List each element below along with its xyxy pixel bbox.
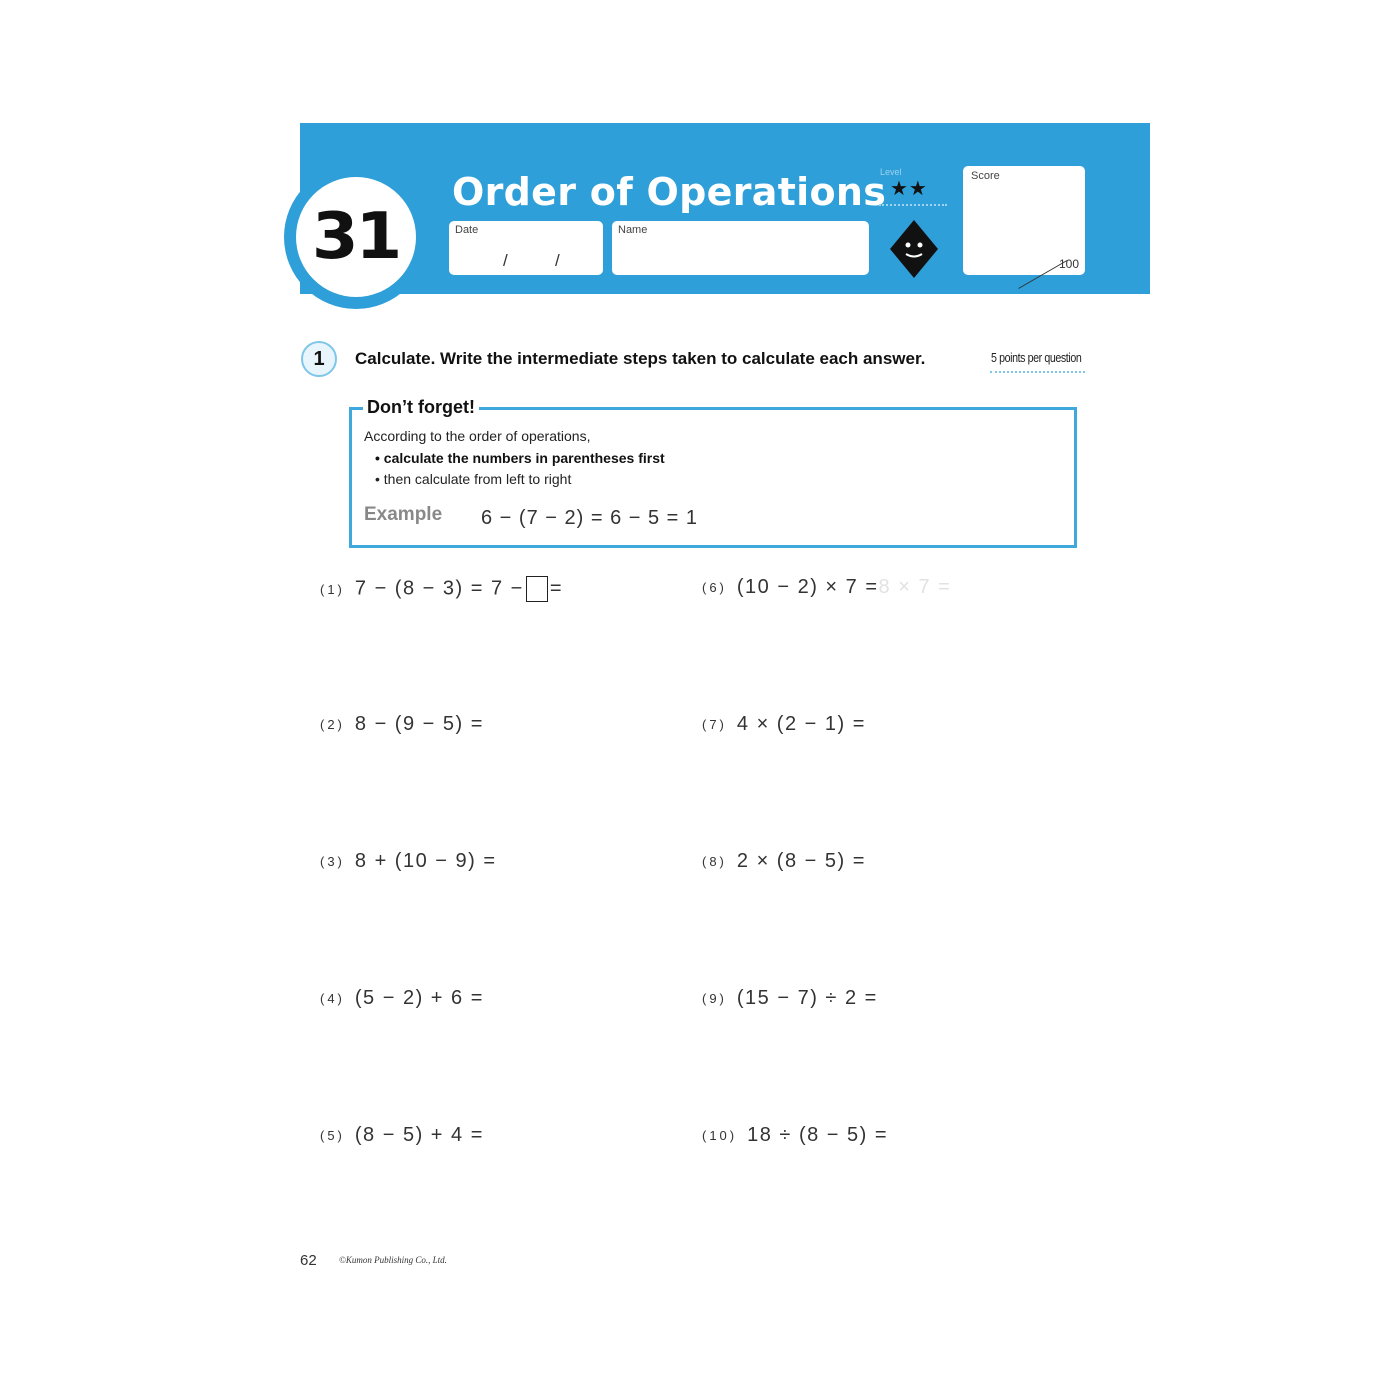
date-label: Date xyxy=(455,224,479,236)
problem-10 xyxy=(702,1124,888,1147)
page-number: 62 xyxy=(300,1252,317,1269)
problem-9 xyxy=(702,987,878,1010)
date-separator: / xyxy=(555,251,560,270)
answer-box[interactable] xyxy=(526,576,548,602)
problem-hint: 8 × 7 = xyxy=(878,576,952,598)
points-note: 5 points per question xyxy=(991,350,1082,365)
points-underline xyxy=(990,371,1085,373)
unit-number: 31 xyxy=(312,200,400,274)
problem-expression: (10 − 2) × 7 = xyxy=(736,576,879,598)
section-number: 1 xyxy=(301,341,337,377)
problem-1 xyxy=(320,576,563,602)
problem-expression: 4 × (2 − 1) = xyxy=(736,713,866,735)
problem-7 xyxy=(702,713,866,736)
tip-intro: According to the order of operations, xyxy=(364,428,591,444)
problem-5 xyxy=(320,1124,484,1147)
tip-bullet: • then calculate from left to right xyxy=(375,471,572,487)
level-label: Level xyxy=(880,167,902,177)
date-field[interactable] xyxy=(449,221,603,275)
diamond-mascot-icon xyxy=(888,218,940,280)
problem-expression-end: = xyxy=(549,577,564,600)
problem-number: (7) xyxy=(702,717,727,732)
problem-expression: 8 + (10 − 9) = xyxy=(354,850,497,872)
problem-number: (9) xyxy=(702,991,727,1006)
score-label: Score xyxy=(971,170,1000,182)
name-field[interactable] xyxy=(612,221,869,275)
problem-expression: 7 − (8 − 3) = 7 − xyxy=(354,577,524,600)
problem-number: (8) xyxy=(702,854,727,869)
problem-expression: 2 × (8 − 5) = xyxy=(736,850,866,872)
tip-bullet: • calculate the numbers in parentheses first xyxy=(375,450,665,466)
problem-number: (5) xyxy=(320,1128,345,1143)
problem-number: (10) xyxy=(702,1128,738,1143)
unit-badge-inner xyxy=(296,177,416,297)
problem-8 xyxy=(702,850,866,873)
problem-4 xyxy=(320,987,484,1010)
level-stars: ★★ xyxy=(890,178,928,200)
name-label: Name xyxy=(618,224,648,236)
problem-number: (3) xyxy=(320,854,345,869)
problem-3 xyxy=(320,850,497,873)
score-box[interactable] xyxy=(963,166,1085,275)
problem-expression: (15 − 7) ÷ 2 = xyxy=(736,987,878,1009)
problem-number: (2) xyxy=(320,717,345,732)
level-underline xyxy=(879,204,947,206)
problem-2 xyxy=(320,713,484,736)
copyright: ©Kumon Publishing Co., Ltd. xyxy=(339,1255,447,1265)
section-instruction: Calculate. Write the intermediate steps taken to calculate each answer. xyxy=(355,349,926,368)
example-expression: 6 − (7 − 2) = 6 − 5 = 1 xyxy=(481,507,699,529)
score-total: 100 xyxy=(1058,257,1079,271)
problem-number: (1) xyxy=(320,581,345,597)
problem-6 xyxy=(702,576,951,599)
problem-expression: (5 − 2) + 6 = xyxy=(354,987,484,1009)
date-separator: / xyxy=(503,251,508,270)
problem-expression: 18 ÷ (8 − 5) = xyxy=(747,1124,889,1146)
example-label: Example xyxy=(364,504,443,525)
problem-expression: (8 − 5) + 4 = xyxy=(354,1124,484,1146)
page-title: Order of Operations xyxy=(452,170,887,214)
problem-number: (6) xyxy=(702,580,727,595)
problem-expression: 8 − (9 − 5) = xyxy=(354,713,484,735)
tip-title: Don’t forget! xyxy=(363,397,479,418)
problem-number: (4) xyxy=(320,991,345,1006)
